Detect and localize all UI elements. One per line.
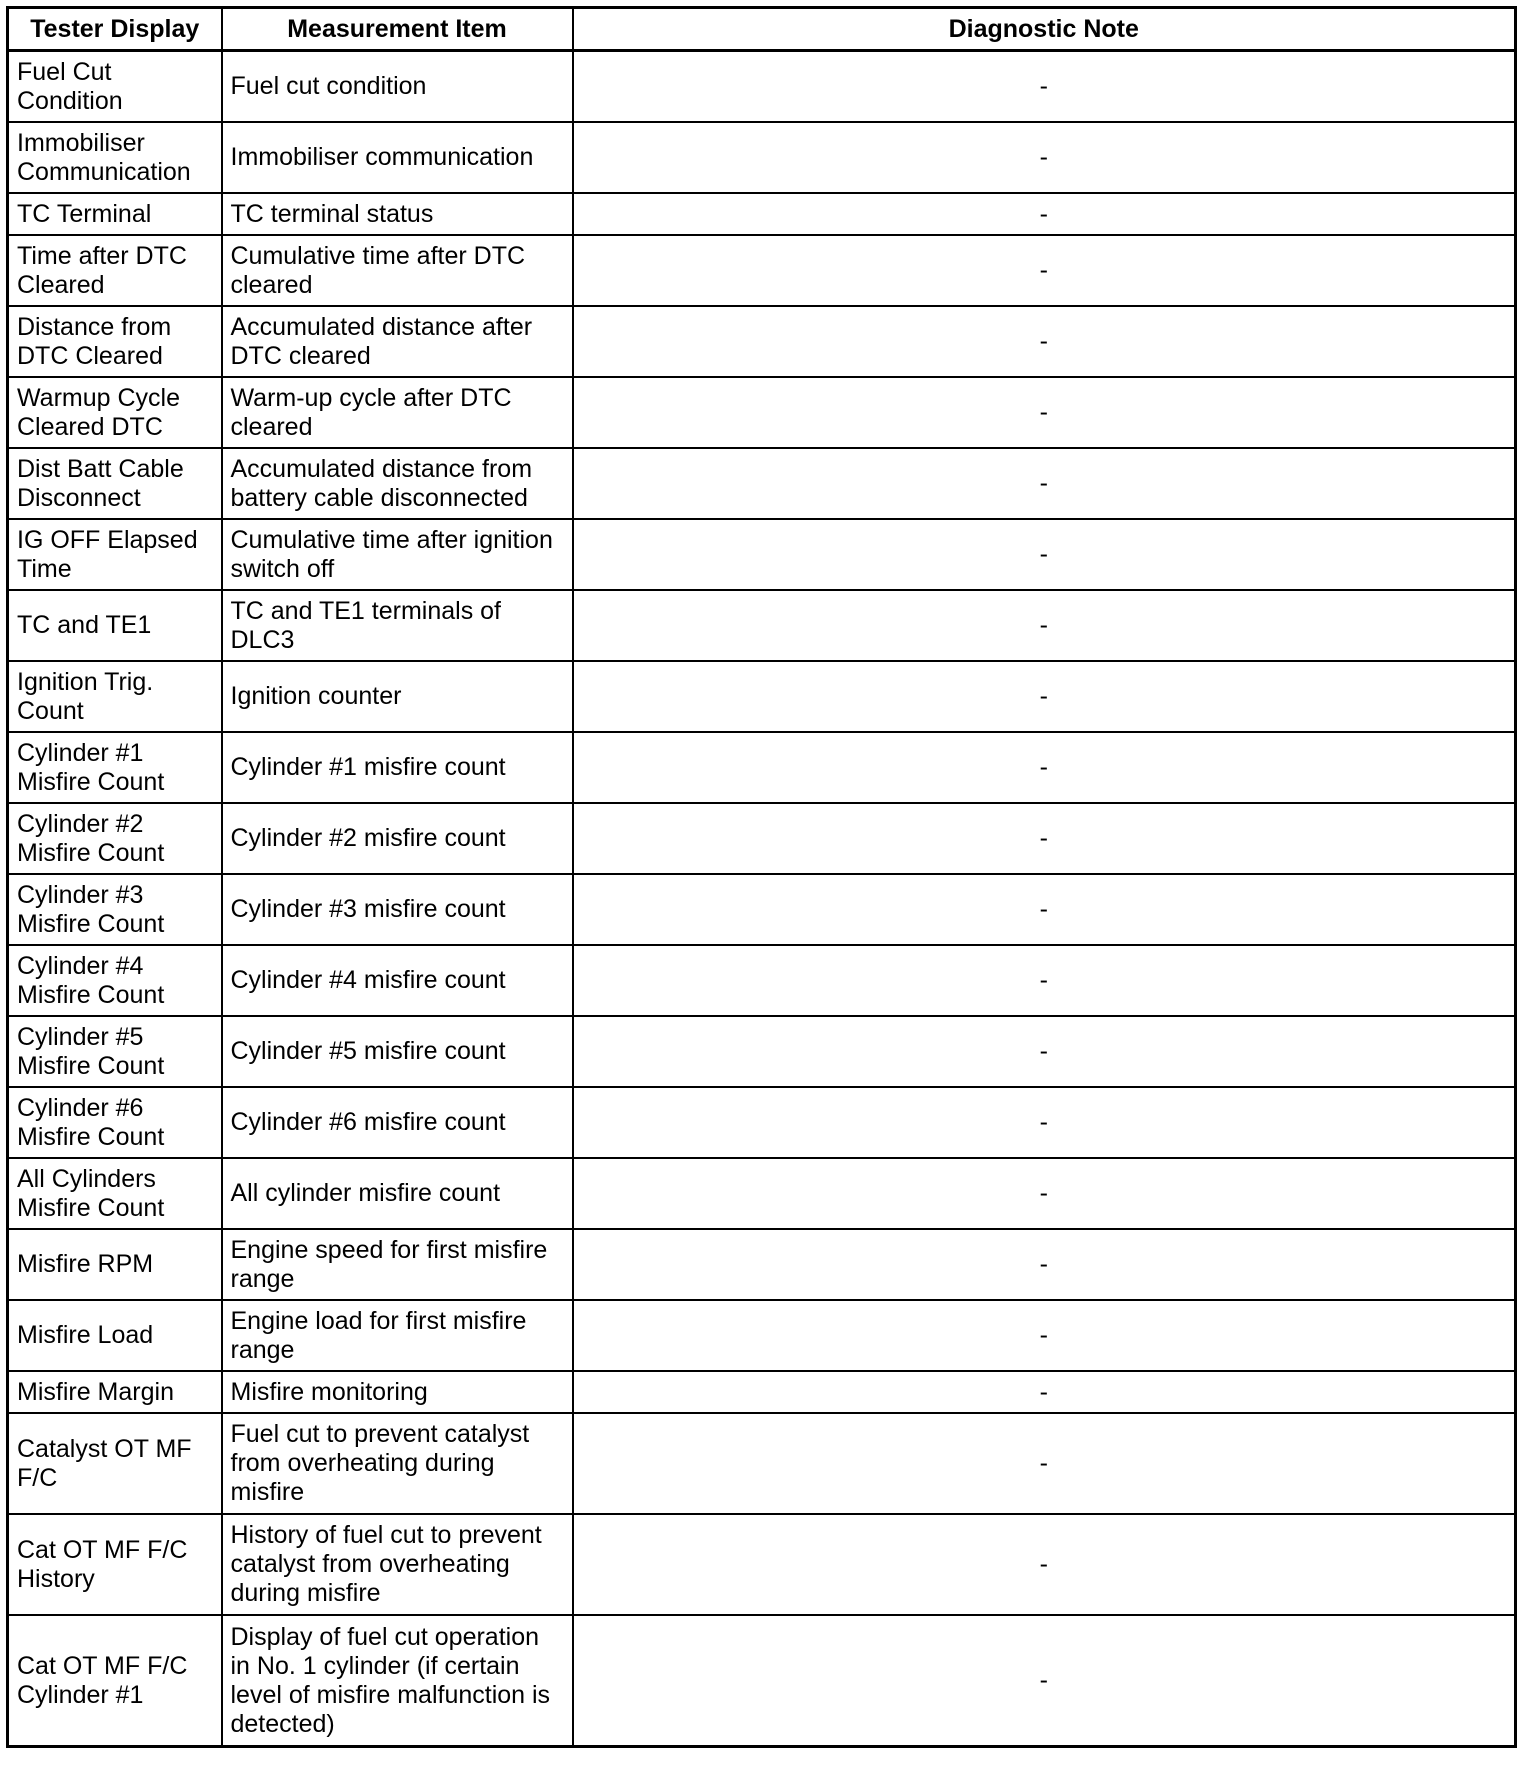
tester-display-cell: Cylinder #3 Misfire Count bbox=[8, 874, 222, 945]
tester-display-cell: Cylinder #1 Misfire Count bbox=[8, 732, 222, 803]
tester-display-cell: Distance from DTC Cleared bbox=[8, 306, 222, 377]
tester-display-cell: All Cylinders Misfire Count bbox=[8, 1158, 222, 1229]
diagnostic-note-cell: - bbox=[573, 1413, 1516, 1514]
measurement-item-cell: Fuel cut to prevent catalyst from overheating during misfire bbox=[222, 1413, 573, 1514]
diagnostic-data-table bbox=[6, 6, 1517, 1748]
table-row bbox=[8, 1016, 1516, 1087]
tester-display-cell: Ignition Trig. Count bbox=[8, 661, 222, 732]
tester-display-cell: Cylinder #4 Misfire Count bbox=[8, 945, 222, 1016]
diagnostic-note-cell: - bbox=[573, 945, 1516, 1016]
tester-display-cell: Dist Batt Cable Disconnect bbox=[8, 448, 222, 519]
header-row bbox=[8, 8, 1516, 51]
diagnostic-note-cell: - bbox=[573, 1300, 1516, 1371]
table-row bbox=[8, 377, 1516, 448]
tester-display-cell: Fuel Cut Condition bbox=[8, 51, 222, 123]
diagnostic-note-cell: - bbox=[573, 1087, 1516, 1158]
table-row bbox=[8, 1514, 1516, 1615]
diagnostic-note-cell: - bbox=[573, 519, 1516, 590]
measurement-item-cell: TC terminal status bbox=[222, 193, 573, 235]
measurement-item-cell: Cylinder #1 misfire count bbox=[222, 732, 573, 803]
diagnostic-note-cell: - bbox=[573, 661, 1516, 732]
measurement-item-cell: Fuel cut condition bbox=[222, 51, 573, 123]
diagnostic-note-cell: - bbox=[573, 193, 1516, 235]
header-measurement-item: Measurement Item bbox=[222, 8, 573, 51]
measurement-item-cell: TC and TE1 terminals of DLC3 bbox=[222, 590, 573, 661]
measurement-item-cell: Warm-up cycle after DTC cleared bbox=[222, 377, 573, 448]
diagnostic-note-cell: - bbox=[573, 1615, 1516, 1747]
measurement-item-cell: Engine load for first misfire range bbox=[222, 1300, 573, 1371]
tester-display-cell: Misfire Margin bbox=[8, 1371, 222, 1413]
table-row bbox=[8, 1413, 1516, 1514]
diagnostic-note-cell: - bbox=[573, 732, 1516, 803]
diagnostic-note-cell: - bbox=[573, 51, 1516, 123]
table-row bbox=[8, 519, 1516, 590]
measurement-item-cell: Ignition counter bbox=[222, 661, 573, 732]
table-row bbox=[8, 1371, 1516, 1413]
measurement-item-cell: All cylinder misfire count bbox=[222, 1158, 573, 1229]
tester-display-cell: TC Terminal bbox=[8, 193, 222, 235]
tester-display-cell: Time after DTC Cleared bbox=[8, 235, 222, 306]
measurement-item-cell: Cylinder #2 misfire count bbox=[222, 803, 573, 874]
tester-display-cell: TC and TE1 bbox=[8, 590, 222, 661]
table-row bbox=[8, 1229, 1516, 1300]
measurement-item-cell: History of fuel cut to prevent catalyst from overheating during misfire bbox=[222, 1514, 573, 1615]
diagnostic-note-cell: - bbox=[573, 122, 1516, 193]
table-row bbox=[8, 448, 1516, 519]
measurement-item-cell: Engine speed for first misfire range bbox=[222, 1229, 573, 1300]
table-row bbox=[8, 235, 1516, 306]
measurement-item-cell: Cylinder #3 misfire count bbox=[222, 874, 573, 945]
table-row bbox=[8, 193, 1516, 235]
diagnostic-note-cell: - bbox=[573, 803, 1516, 874]
tester-display-cell: Cat OT MF F/C Cylinder #1 bbox=[8, 1615, 222, 1747]
table-row bbox=[8, 1087, 1516, 1158]
table-row bbox=[8, 590, 1516, 661]
header-tester-display: Tester Display bbox=[8, 8, 222, 51]
diagnostic-note-cell: - bbox=[573, 1371, 1516, 1413]
diagnostic-note-cell: - bbox=[573, 377, 1516, 448]
table-row bbox=[8, 945, 1516, 1016]
table-row bbox=[8, 732, 1516, 803]
table-row bbox=[8, 1158, 1516, 1229]
diagnostic-note-cell: - bbox=[573, 1514, 1516, 1615]
measurement-item-cell: Cylinder #4 misfire count bbox=[222, 945, 573, 1016]
tester-display-cell: Cat OT MF F/C History bbox=[8, 1514, 222, 1615]
measurement-item-cell: Misfire monitoring bbox=[222, 1371, 573, 1413]
diagnostic-note-cell: - bbox=[573, 448, 1516, 519]
table-row bbox=[8, 661, 1516, 732]
table-row bbox=[8, 306, 1516, 377]
diagnostic-note-cell: - bbox=[573, 1229, 1516, 1300]
tester-display-cell: Catalyst OT MF F/C bbox=[8, 1413, 222, 1514]
tester-display-cell: Immobiliser Communication bbox=[8, 122, 222, 193]
diagnostic-note-cell: - bbox=[573, 1016, 1516, 1087]
header-diagnostic-note: Diagnostic Note bbox=[573, 8, 1516, 51]
measurement-item-cell: Cumulative time after ignition switch off bbox=[222, 519, 573, 590]
measurement-item-cell: Accumulated distance after DTC cleared bbox=[222, 306, 573, 377]
tester-display-cell: Cylinder #2 Misfire Count bbox=[8, 803, 222, 874]
measurement-item-cell: Accumulated distance from battery cable disconnected bbox=[222, 448, 573, 519]
table-row bbox=[8, 803, 1516, 874]
diagnostic-note-cell: - bbox=[573, 874, 1516, 945]
tester-display-cell: IG OFF Elapsed Time bbox=[8, 519, 222, 590]
tester-display-cell: Misfire Load bbox=[8, 1300, 222, 1371]
tester-display-cell: Misfire RPM bbox=[8, 1229, 222, 1300]
diagnostic-note-cell: - bbox=[573, 590, 1516, 661]
measurement-item-cell: Immobiliser communication bbox=[222, 122, 573, 193]
diagnostic-note-cell: - bbox=[573, 306, 1516, 377]
measurement-item-cell: Display of fuel cut operation in No. 1 cylinder (if certain level of misfire malfunction is detected) bbox=[222, 1615, 573, 1747]
diagnostic-note-cell: - bbox=[573, 1158, 1516, 1229]
tester-display-cell: Cylinder #6 Misfire Count bbox=[8, 1087, 222, 1158]
table-row bbox=[8, 122, 1516, 193]
table-row bbox=[8, 1615, 1516, 1747]
measurement-item-cell: Cylinder #6 misfire count bbox=[222, 1087, 573, 1158]
table-row bbox=[8, 1300, 1516, 1371]
table-row bbox=[8, 51, 1516, 123]
measurement-item-cell: Cylinder #5 misfire count bbox=[222, 1016, 573, 1087]
tester-display-cell: Cylinder #5 Misfire Count bbox=[8, 1016, 222, 1087]
measurement-item-cell: Cumulative time after DTC cleared bbox=[222, 235, 573, 306]
tester-display-cell: Warmup Cycle Cleared DTC bbox=[8, 377, 222, 448]
diagnostic-note-cell: - bbox=[573, 235, 1516, 306]
table-row bbox=[8, 874, 1516, 945]
